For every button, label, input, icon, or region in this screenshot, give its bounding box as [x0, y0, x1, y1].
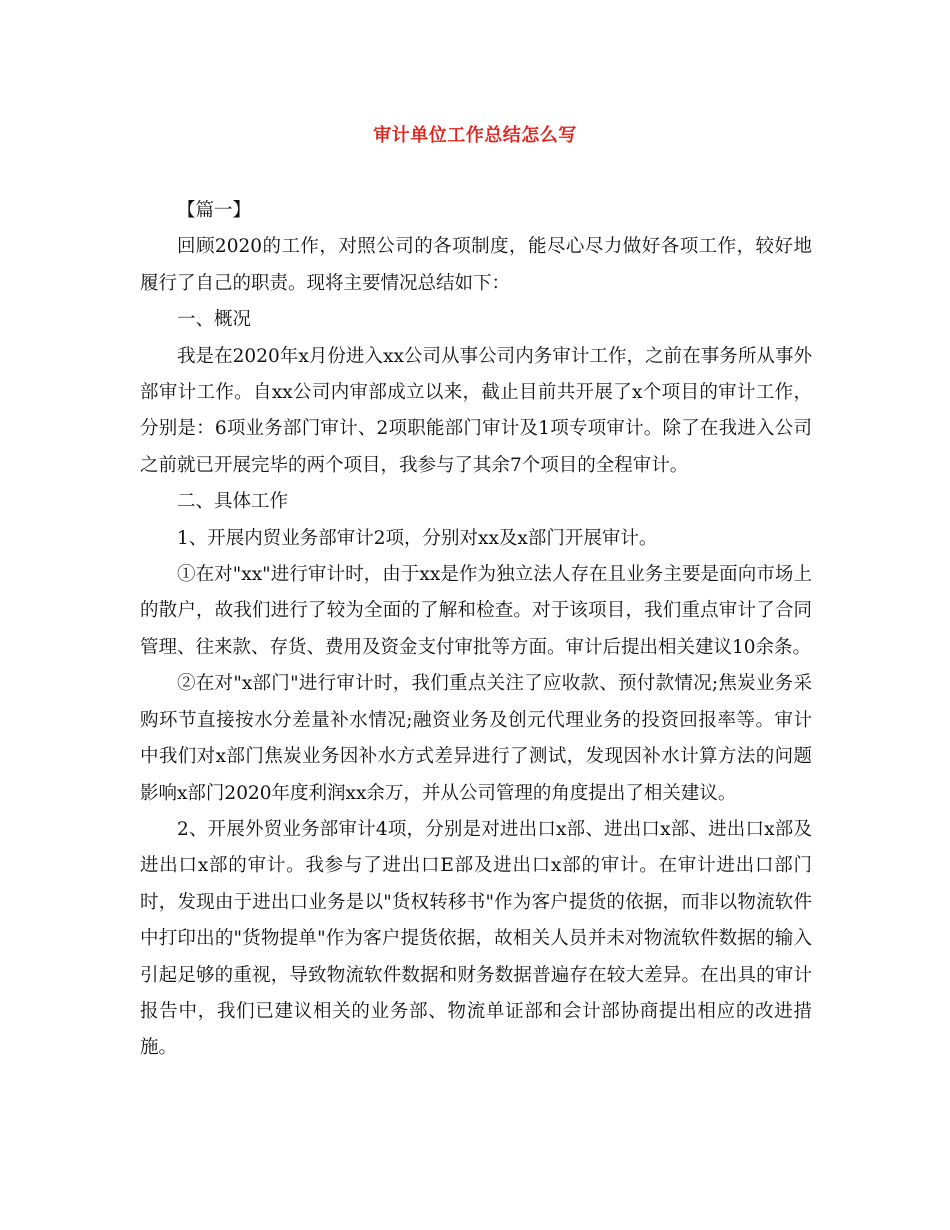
section-heading-specific-work: 二、具体工作 — [177, 491, 289, 513]
document-body — [140, 193, 812, 1067]
work-subitem-x-department-audit: ②在对"x部门"进行审计时，我们重点关注了应收款、预付款情况;焦炭业务采购环节直接按水分差量补水情况;融资业务及创元代理业务的投资回报率等。审计中我们对x部门焦炭业务因补水方式差异进行了测试，发现因补水计算方法的问题影响x部门2020年度利润xx余万，并从公司管理的角度提出了相关建议。 — [140, 673, 812, 804]
section-heading-overview: 一、概况 — [177, 309, 252, 331]
document-title: 审计单位工作总结怎么写 — [373, 125, 577, 146]
overview-paragraph: 我是在2020年x月份进入xx公司从事公司内务审计工作，之前在事务所从事外部审计工作。自xx公司内审部成立以来，截止目前共开展了x个项目的审计工作，分别是：6项业务部门审计、2项职能部门审计及1项专项审计。除了在我进入公司之前就已开展完毕的两个项目，我参与了其余7个项目的全程审计。 — [140, 345, 812, 476]
work-item-foreign-trade: 2、开展外贸业务部审计4项，分别是对进出口x部、进出口x部、进出口x部及进出口x部的审计。我参与了进出口E部及进出口x部的审计。在审计进出口部门时，发现由于进出口业务是以"货权转移书"作为客户提货的依据，而非以物流软件中打印出的"货物提单"作为客户提货依据，故相关人员并未对物流软件数据的输入引起足够的重视，导致物流软件数据和财务数据普遍存在较大差异。在出具的审计报告中，我们已建议相关的业务部、物流单证部和会计部协商提出相应的改进措施。 — [140, 818, 812, 1059]
work-subitem-xx-audit: ①在对"xx"进行审计时，由于xx是作为独立法人存在且业务主要是面向市场上的散户，故我们进行了较为全面的了解和检查。对于该项目，我们重点审计了合同管理、往来款、存货、费用及资金支付审批等方面。审计后提出相关建议10余条。 — [140, 564, 812, 658]
intro-paragraph: 回顾2020的工作，对照公司的各项制度，能尽心尽力做好各项工作，较好地履行了自己的职责。现将主要情况总结如下： — [140, 236, 812, 294]
section-heading-part-one: 【篇一】 — [177, 200, 252, 221]
work-item-domestic-trade: 1、开展内贸业务部审计2项，分别对xx及x部门开展审计。 — [177, 527, 658, 549]
